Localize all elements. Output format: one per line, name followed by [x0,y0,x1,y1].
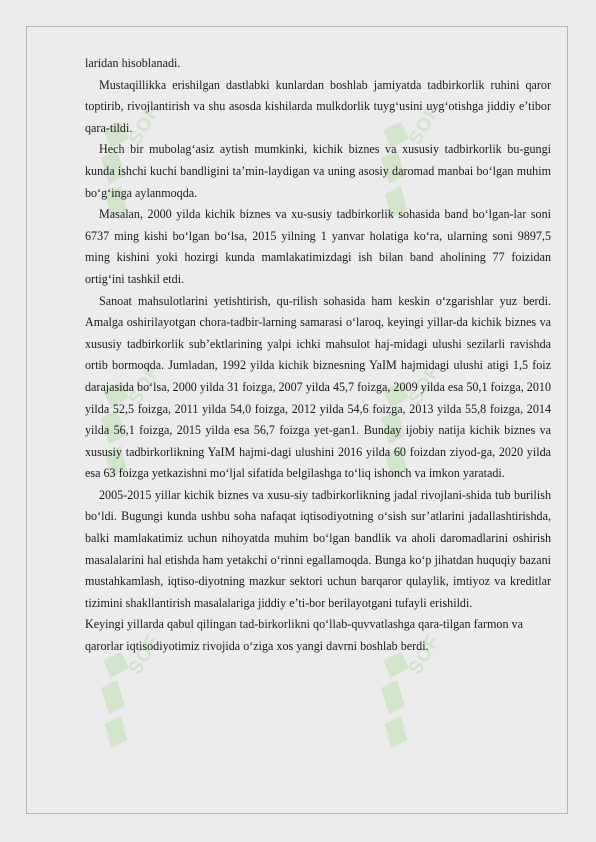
paragraph: Sanoat mahsulotlarini yetishtirish, qu-rilish sohasida ham keskin o‘zgarishlar yuz berdi. Amalga oshirilayotgan chora-tadbir-larning samarasi o‘laroq, keyingi yillar-da kichik biznes va xususiy tadbirkorlik sub’ektlarining yalpi ichki mahsulot haj-midagi ulushi sezilarli ravishda ortib bormoqda. Jumladan, 1992 yilda kichik biznesning YaIM hajmidagi ulushi atigi 1,5 foiz darajasida bo‘lsa, 2000 yilda 31 foizga, 2007 yilda 45,7 foizga, 2009 yilda esa 50,1 foizga, 2010 yilda 52,5 foizga, 2011 yilda 54,0 foizga, 2012 yilda 54,6 foizga, 2013 yilda 55,8 foizga, 2014 yilda 56,1 foizga, 2015 yilda esa 56,7 foizga yet-gan1. Bunday ijobiy natija kichik biznes va xususiy tadbirkorlikning YaIM hajmi-dagi ulushini 2016 yilda 60 foizdan ziyod-ga, 2020 yilda esa 63 foizga yetkazishni mo‘ljal sifatida belgilashga to‘liq ishonch va imkon yaratadi. [85,293,551,481]
paragraph: Masalan, 2000 yilda kichik biznes va xu-susiy tadbirkorlik sohasida band bo‘lgan-lar soni 6737 ming kishi bo‘lgan bo‘lsa, 2015 yilning 1 yanvar holatiga ko‘ra, ularning soni 9897,5 ming kishini yoki hozirgi kunda mamlakatimizdagi ish bilan band aholining 77 foizidan ortig‘ini tashkil etdi. [85,207,551,286]
paragraph: Keyingi yillarda qabul qilingan tad-birkorlikni qo‘llab-quvvatlashga qara-tilgan farmon va qarorlar iqtisodiyotimiz rivojida o‘ziga xos yangi davrni boshlab berdi. [85,617,523,654]
document-body [85,53,551,658]
watermark-logo [375,631,445,750]
paragraph: 2005-2015 yillar kichik biznes va xusu-siy tadbirkorlikning jadal rivojlani-shida tub burilish bo‘ldi. Bugungi kunda ushbu soha nafaqat iqtisodiyotning o‘sish sur’atlarini jadallashtirishda, balki mamlakatimiz uchun nihoyatda muhim bo‘lgan bandlik va aholi daromadlarini oshirish masalalarini hal etishda ham yetakchi o‘rinni egallamoqda. Bunga ko‘p jihatdan huquqiy bazani mustahkamlash, iqtiso-diyotning mazkur sektori uchun barqaror qulaylik, imtiyoz va kreditlar tizimini shakllantirish masalalariga jiddiy e’ti-bor berilayotgani tufayli erishildi. [85,487,551,610]
paragraph: laridan hisoblanadi. [85,56,181,70]
paragraph: Mustaqillikka erishilgan dastlabki kunlardan boshlab jamiyatda tadbirkorlik ruhini qaror toptirib, rivojlantirish va shu asosda kishilarda mulkdorlik tuyg‘usini uyg‘otishga jiddiy e’tibor qara-tildi. [85,77,551,135]
watermark-text: SOF [405,361,445,409]
watermark-text: SOF [405,631,445,679]
watermark-text: SOF [125,101,165,149]
watermark-text: SOF [125,631,165,679]
watermark-text: SOF [405,101,445,149]
watermark-logo [95,631,165,750]
paragraph: Hech bir mubolag‘asiz aytish mumkinki, kichik biznes va xususiy tadbirkorlik bu-gungi kunda ishchi kuchi bandligini ta’min-laydigan va uning asosiy daromad manbai bo‘lgan muhim bo‘g‘inga aylanmoqda. [85,142,551,200]
watermark-text: SOF [125,361,165,409]
